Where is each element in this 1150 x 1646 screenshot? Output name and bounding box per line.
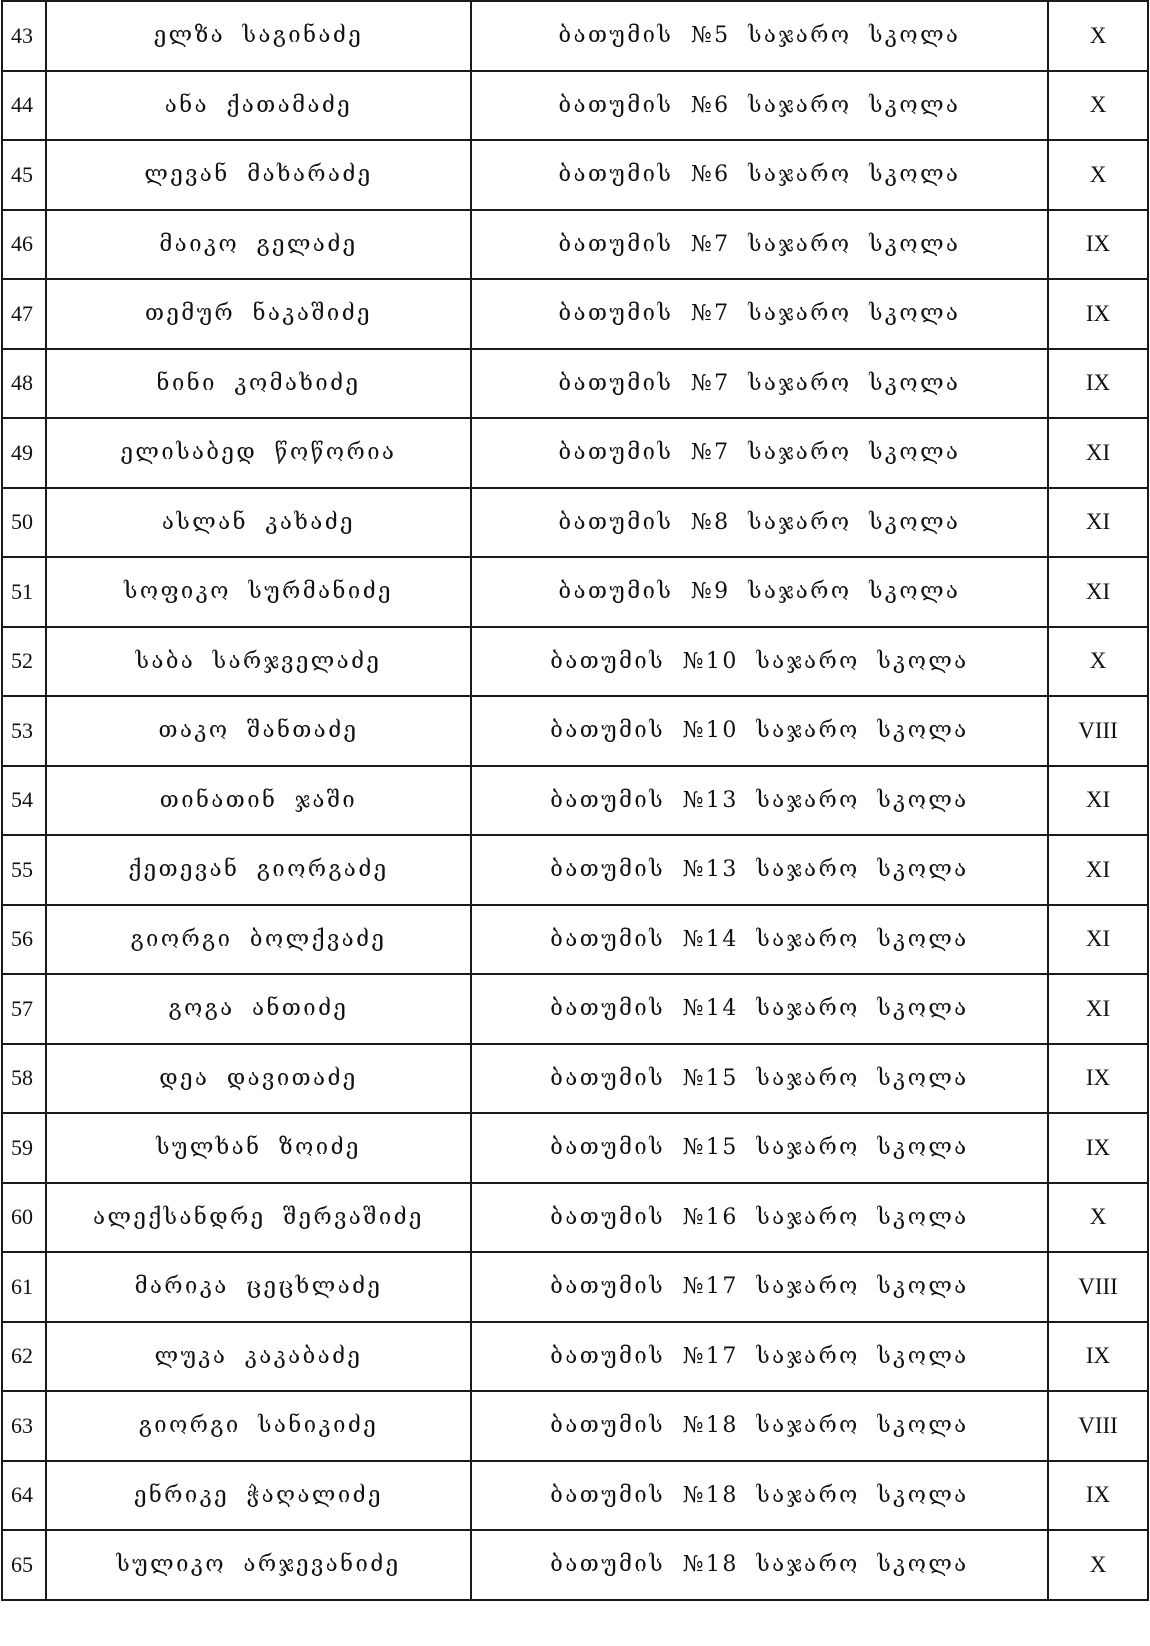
table-row [2, 696, 1148, 766]
school-name-cell: ბათუმის №16 საჯარო სკოლა [471, 1183, 1048, 1253]
row-number-cell: 59 [2, 1113, 46, 1183]
grade-cell: IX [1048, 1461, 1148, 1531]
school-name-cell: ბათუმის №5 საჯარო სკოლა [471, 1, 1048, 71]
row-number-cell: 50 [2, 488, 46, 558]
table-row [2, 766, 1148, 836]
school-name-cell: ბათუმის №7 საჯარო სკოლა [471, 279, 1048, 349]
student-name-cell: ელისაბედ წოწორია [46, 418, 471, 488]
student-name-cell: მაიკო გელაძე [46, 210, 471, 280]
row-number-cell: 47 [2, 279, 46, 349]
school-name-cell: ბათუმის №17 საჯარო სკოლა [471, 1322, 1048, 1392]
grade-cell: X [1048, 627, 1148, 697]
table-row [2, 488, 1148, 558]
table-row [2, 835, 1148, 905]
grade-cell: XI [1048, 974, 1148, 1044]
school-name-cell: ბათუმის №9 საჯარო სკოლა [471, 557, 1048, 627]
row-number-cell: 49 [2, 418, 46, 488]
grade-cell: VIII [1048, 696, 1148, 766]
student-name-cell: თაკო შანთაძე [46, 696, 471, 766]
row-number-cell: 54 [2, 766, 46, 836]
school-name-cell: ბათუმის №14 საჯარო სკოლა [471, 974, 1048, 1044]
row-number-cell: 65 [2, 1530, 46, 1600]
grade-cell: VIII [1048, 1391, 1148, 1461]
student-name-cell: ალექსანდრე შერვაშიძე [46, 1183, 471, 1253]
student-name-cell: ასლან კახაძე [46, 488, 471, 558]
student-name-cell: სულიკო არჯევანიძე [46, 1530, 471, 1600]
student-name-cell: ანა ქათამაძე [46, 71, 471, 141]
table-row [2, 1183, 1148, 1253]
row-number-cell: 43 [2, 1, 46, 71]
row-number-cell: 53 [2, 696, 46, 766]
grade-cell: X [1048, 1, 1148, 71]
table-row [2, 1, 1148, 71]
school-name-cell: ბათუმის №18 საჯარო სკოლა [471, 1530, 1048, 1600]
table-row [2, 1113, 1148, 1183]
school-name-cell: ბათუმის №18 საჯარო სკოლა [471, 1461, 1048, 1531]
student-name-cell: გოგა ანთიძე [46, 974, 471, 1044]
table-row [2, 905, 1148, 975]
school-name-cell: ბათუმის №14 საჯარო სკოლა [471, 905, 1048, 975]
grade-cell: XI [1048, 488, 1148, 558]
table-row [2, 279, 1148, 349]
row-number-cell: 57 [2, 974, 46, 1044]
row-number-cell: 52 [2, 627, 46, 697]
student-name-cell: დეა დავითაძე [46, 1044, 471, 1114]
school-name-cell: ბათუმის №10 საჯარო სკოლა [471, 696, 1048, 766]
student-name-cell: მარიკა ცეცხლაძე [46, 1252, 471, 1322]
table-body [2, 1, 1148, 1600]
school-name-cell: ბათუმის №13 საჯარო სკოლა [471, 766, 1048, 836]
participants-table [1, 0, 1149, 1601]
school-name-cell: ბათუმის №8 საჯარო სკოლა [471, 488, 1048, 558]
student-name-cell: სოფიკო სურმანიძე [46, 557, 471, 627]
table-row [2, 1044, 1148, 1114]
grade-cell: IX [1048, 1113, 1148, 1183]
table-row [2, 71, 1148, 141]
school-name-cell: ბათუმის №7 საჯარო სკოლა [471, 349, 1048, 419]
school-name-cell: ბათუმის №6 საჯარო სკოლა [471, 140, 1048, 210]
grade-cell: XI [1048, 835, 1148, 905]
grade-cell: IX [1048, 349, 1148, 419]
table-row [2, 210, 1148, 280]
grade-cell: IX [1048, 1322, 1148, 1392]
school-name-cell: ბათუმის №17 საჯარო სკოლა [471, 1252, 1048, 1322]
school-name-cell: ბათუმის №15 საჯარო სკოლა [471, 1113, 1048, 1183]
table-row [2, 349, 1148, 419]
grade-cell: XI [1048, 418, 1148, 488]
table-row [2, 1322, 1148, 1392]
document-page [1, 0, 1147, 1644]
row-number-cell: 62 [2, 1322, 46, 1392]
table-row [2, 974, 1148, 1044]
row-number-cell: 60 [2, 1183, 46, 1253]
grade-cell: X [1048, 140, 1148, 210]
grade-cell: VIII [1048, 1252, 1148, 1322]
student-name-cell: ლუკა კაკაბაძე [46, 1322, 471, 1392]
student-name-cell: ლევან მახარაძე [46, 140, 471, 210]
student-name-cell: სულხან ზოიძე [46, 1113, 471, 1183]
student-name-cell: ქეთევან გიორგაძე [46, 835, 471, 905]
grade-cell: IX [1048, 1044, 1148, 1114]
grade-cell: XI [1048, 557, 1148, 627]
row-number-cell: 46 [2, 210, 46, 280]
row-number-cell: 45 [2, 140, 46, 210]
row-number-cell: 48 [2, 349, 46, 419]
student-name-cell: გიორგი სანიკიძე [46, 1391, 471, 1461]
grade-cell: IX [1048, 210, 1148, 280]
row-number-cell: 51 [2, 557, 46, 627]
student-name-cell: ელზა საგინაძე [46, 1, 471, 71]
student-name-cell: ენრიკე ჭაღალიძე [46, 1461, 471, 1531]
row-number-cell: 44 [2, 71, 46, 141]
school-name-cell: ბათუმის №13 საჯარო სკოლა [471, 835, 1048, 905]
row-number-cell: 58 [2, 1044, 46, 1114]
school-name-cell: ბათუმის №7 საჯარო სკოლა [471, 418, 1048, 488]
student-name-cell: თემურ ნაკაშიძე [46, 279, 471, 349]
row-number-cell: 64 [2, 1461, 46, 1531]
table-row [2, 1530, 1148, 1600]
grade-cell: X [1048, 71, 1148, 141]
student-name-cell: საბა სარჯველაძე [46, 627, 471, 697]
table-row [2, 1252, 1148, 1322]
table-row [2, 627, 1148, 697]
student-name-cell: ნინი კომახიძე [46, 349, 471, 419]
row-number-cell: 61 [2, 1252, 46, 1322]
school-name-cell: ბათუმის №10 საჯარო სკოლა [471, 627, 1048, 697]
grade-cell: X [1048, 1530, 1148, 1600]
row-number-cell: 56 [2, 905, 46, 975]
student-name-cell: გიორგი ბოლქვაძე [46, 905, 471, 975]
row-number-cell: 63 [2, 1391, 46, 1461]
school-name-cell: ბათუმის №15 საჯარო სკოლა [471, 1044, 1048, 1114]
table-row [2, 418, 1148, 488]
student-name-cell: თინათინ ჯაში [46, 766, 471, 836]
school-name-cell: ბათუმის №18 საჯარო სკოლა [471, 1391, 1048, 1461]
table-row [2, 1391, 1148, 1461]
grade-cell: IX [1048, 279, 1148, 349]
school-name-cell: ბათუმის №7 საჯარო სკოლა [471, 210, 1048, 280]
table-row [2, 557, 1148, 627]
grade-cell: X [1048, 1183, 1148, 1253]
table-row [2, 1461, 1148, 1531]
grade-cell: XI [1048, 905, 1148, 975]
grade-cell: XI [1048, 766, 1148, 836]
school-name-cell: ბათუმის №6 საჯარო სკოლა [471, 71, 1048, 141]
table-row [2, 140, 1148, 210]
row-number-cell: 55 [2, 835, 46, 905]
